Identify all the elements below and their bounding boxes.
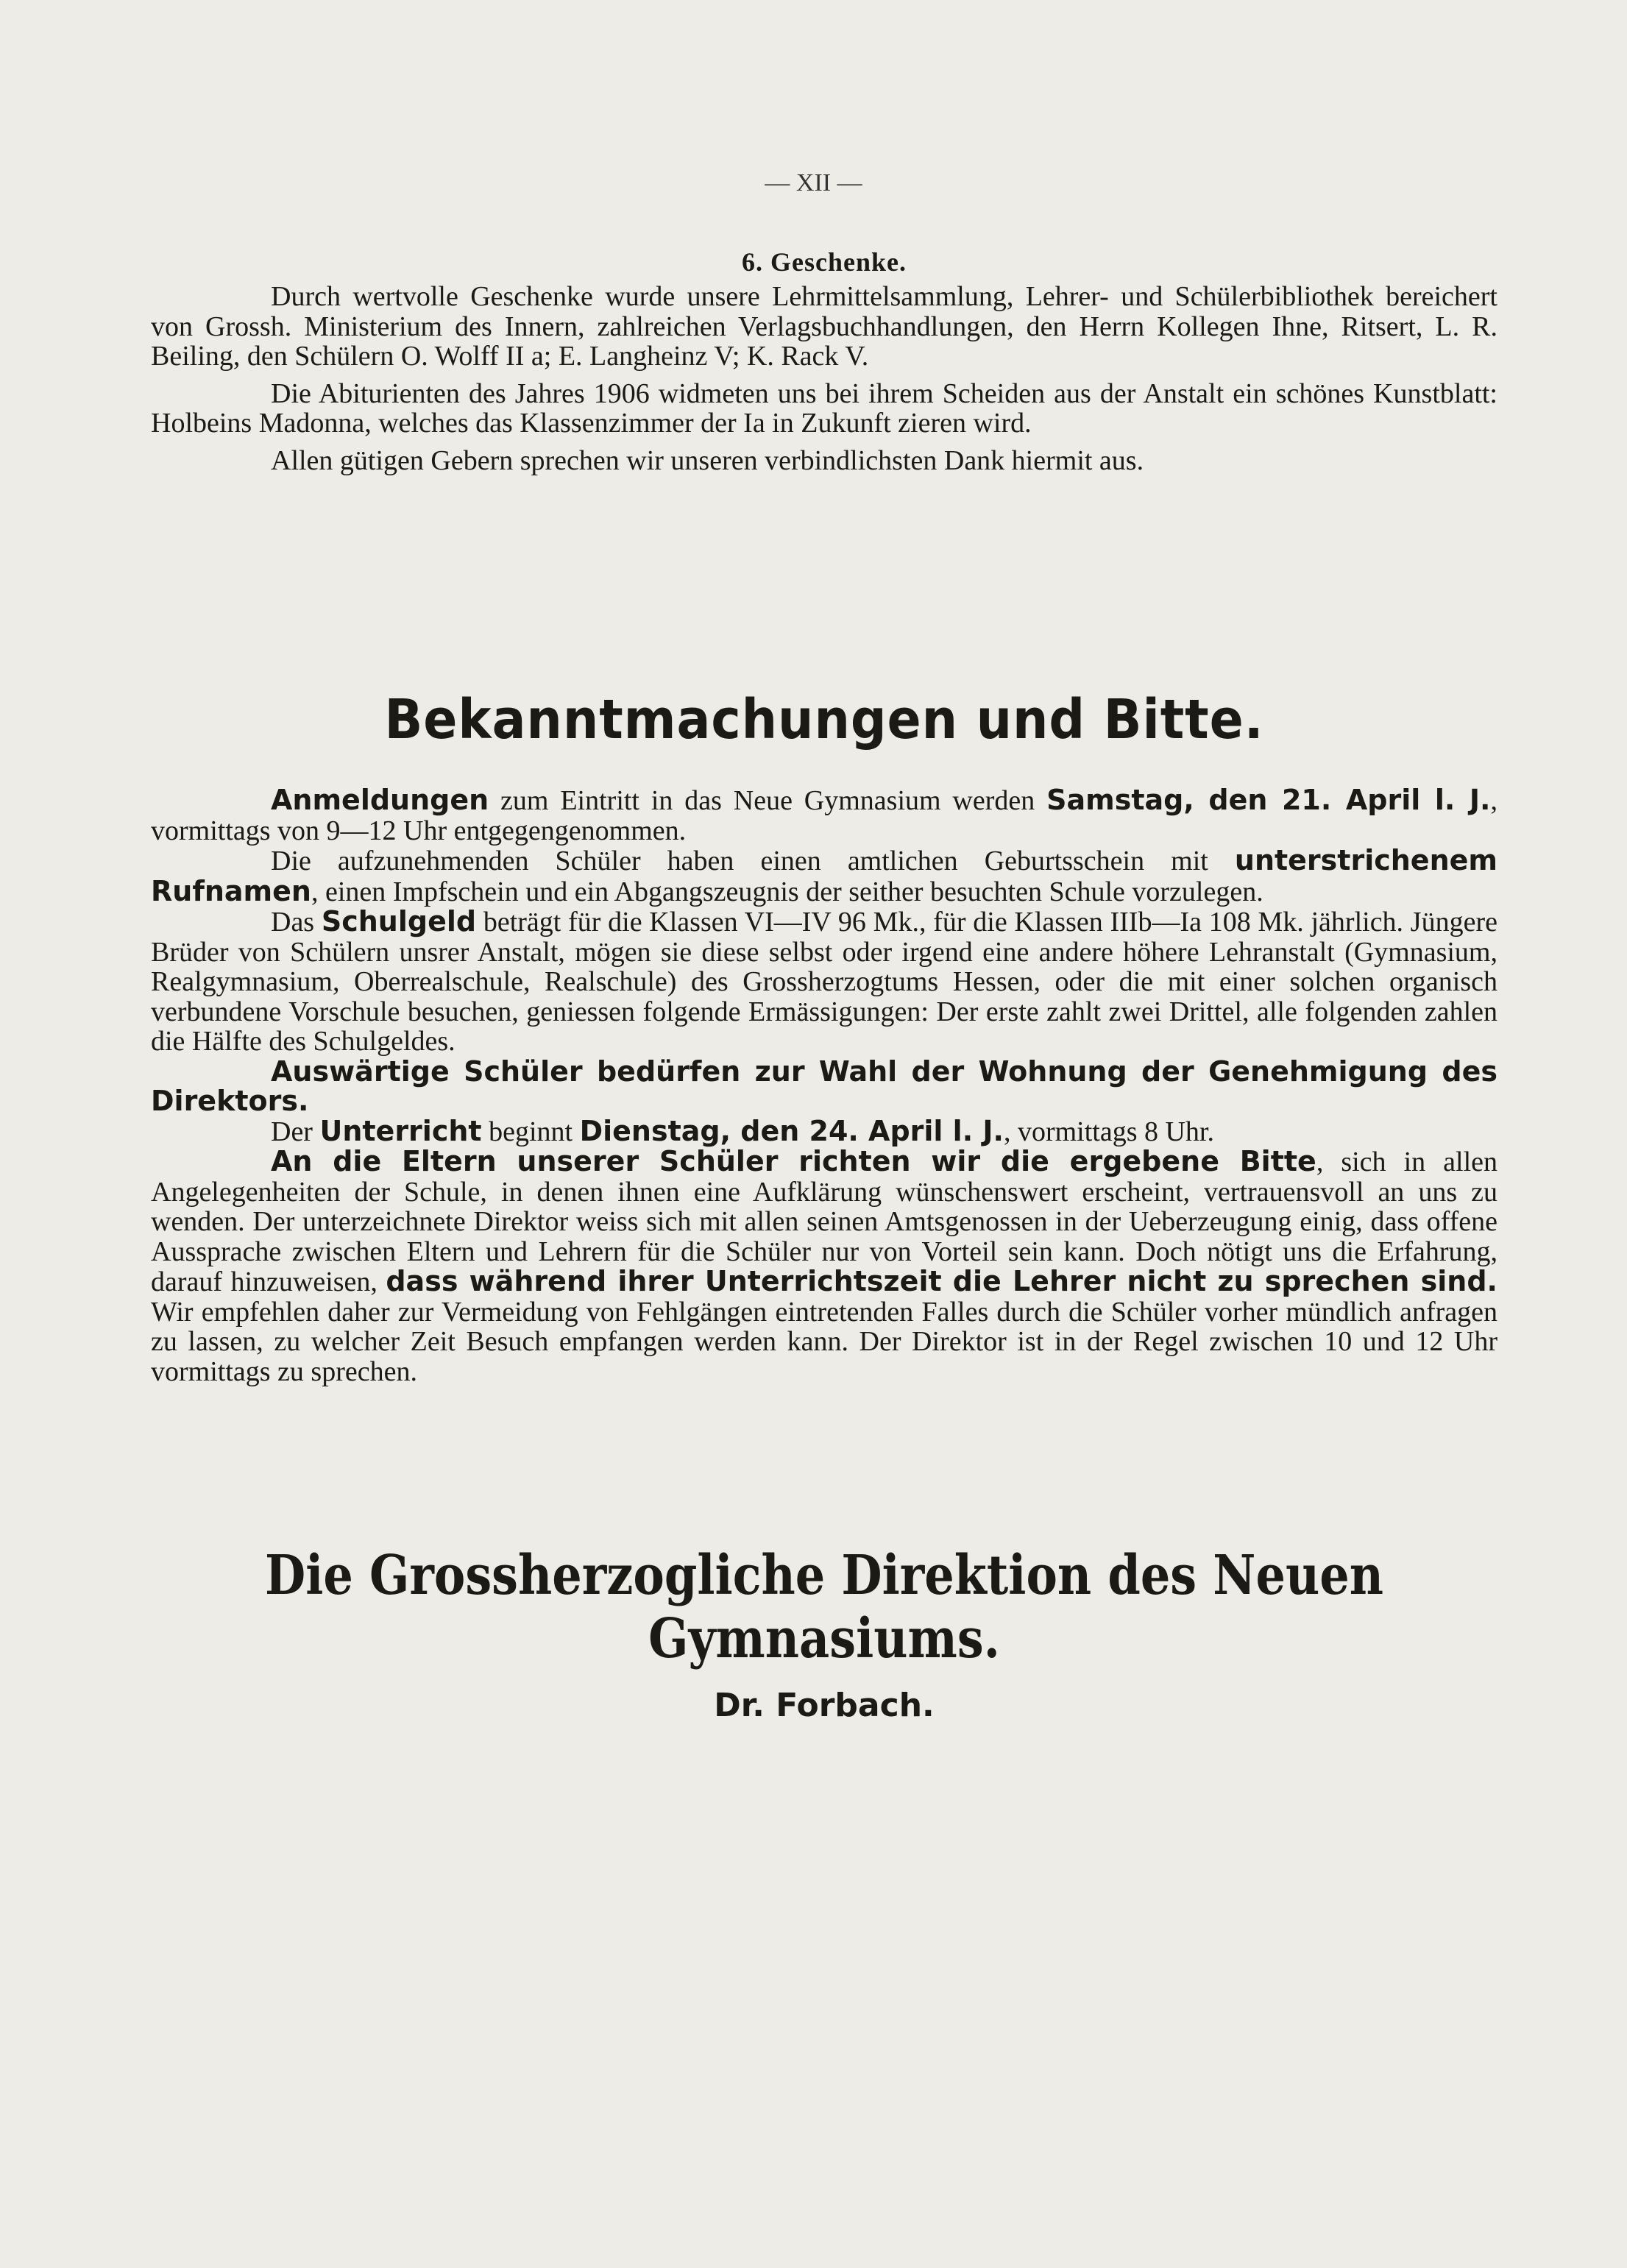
emphasis-schulgeld: Schulgeld <box>321 905 477 938</box>
text-anmeldungen-tail: , vormittags von 9—12 Uhr entgegengenommen. <box>151 785 1497 846</box>
paragraph-geschenke-3: Allen gütigen Gebern sprechen wir unseren verbindlichsten Dank hiermit aus. <box>271 444 1144 476</box>
text-bitte-a: , sich in allen Angelegenheiten der Schule, in denen ihnen eine Aufklärung wünschenswert erscheint, vertrauensvoll an uns zu wenden. Der unterzeichnete Direktor weiss sich mit allen seinen Amtsgenossen in der Ueberzeugung einig, dass offene Aussprache zwischen Eltern und Lehrern für die Schüler nur von Vorteil sein kann. Doch nötigt uns die Erfahrung, darauf hinzuweisen, <box>151 1147 1497 1297</box>
text-schulgeld-a: Das <box>271 907 322 938</box>
text-bitte-b: Wir empfehlen daher zur Vermeidung von Fehlgängen eintretenden Falles durch die Schüler vorher mündlich anfragen zu lassen, zu welcher Zeit Besuch empfangen werden kann. Der Direktor ist in der Regel zwischen 10 und 12 Uhr vormittags zu sprechen. <box>151 1296 1497 1387</box>
text-unterlagen-a: Die aufzunehmenden Schüler haben einen amtlichen Geburtsschein mit <box>271 846 1235 876</box>
paragraph-unterlagen <box>151 846 1497 907</box>
signature-block <box>151 1544 1497 1724</box>
text-unterricht-a: Der <box>271 1116 320 1147</box>
emphasis-sprechzeit: dass während ihrer Unterrichtszeit die Lehrer nicht zu sprechen sind. <box>386 1265 1497 1297</box>
paragraph-geschenke-1: Durch wertvolle Geschenke wurde unsere Lehrmittelsammlung, Lehrer- und Schülerbibliothek bereichert von Grossh. Ministerium des Innern, zahlreichen Verlagsbuchhandlungen, den Herrn Kollegen Ihne, Ritsert, L. R. Beiling, den Schülern O. Wolff II a; E. Langheinz V; K. Rack V. <box>151 281 1497 372</box>
text-anmeldungen-mid: zum Eintritt in das Neue Gymnasium werden <box>489 785 1047 816</box>
paragraph-anmeldungen <box>151 785 1497 846</box>
emphasis-bitte: An die Eltern unserer Schüler richten wir die ergebene Bitte <box>271 1145 1316 1177</box>
signature-name: Dr. Forbach. <box>714 1687 935 1724</box>
text-schulgeld-b: beträgt für die Klassen VI—IV 96 Mk., für die Klassen IIIb—Ia 108 Mk. jährlich. Jüngere Brüder von Schülern unsrer Anstalt, mögen sie diese selbst oder irgend eine andere höhere Lehranstalt (Gymnasium, Realgymnasium, Oberrealschule, Realschule) des Grossherzogtums Hessen, oder die mit einer solchen organisch verbundene Vorschule besuchen, geniessen folgende Ermässigungen: Der erste zahlt zwei Drittel, alle folgenden zahlen die Hälfte des Schulgeldes. <box>151 907 1497 1057</box>
section-bekanntmachungen <box>151 688 1497 1386</box>
emphasis-unterricht: Unterricht <box>319 1114 482 1147</box>
emphasis-rufnamen: unterstrichenem Rufnamen <box>151 844 1497 907</box>
section-heading-geschenke: 6. Geschenke. <box>742 247 907 277</box>
page-number: — XII — <box>765 169 862 196</box>
paragraph-geschenke-2: Die Abiturienten des Jahres 1906 widmeten uns bei ihrem Scheiden aus der Anstalt ein schönes Kunstblatt: Holbeins Madonna, welches das Klassenzimmer der Ia in Zukunft zieren wird. <box>151 378 1497 439</box>
signature-direktion: Die Grossherzogliche Direktion des Neuen Gymnasiums. <box>265 1544 1383 1670</box>
text-unterricht-b: beginnt <box>481 1116 580 1147</box>
paragraph-bitte <box>151 1147 1497 1386</box>
paragraph-auswaertige: Auswärtige Schüler bedürfen zur Wahl der Wohnung der Genehmigung des Direktors. <box>151 1055 1497 1117</box>
section-geschenke <box>151 247 1497 483</box>
text-unterlagen-b: , einen Impfschein und ein Abgangszeugnis der seither besuchten Schule vorzulegen. <box>311 876 1263 907</box>
emphasis-anmeldungen: Anmeldungen <box>271 784 489 816</box>
paragraph-schulgeld <box>151 907 1497 1057</box>
text-unterricht-c: , vormittags 8 Uhr. <box>1003 1116 1214 1147</box>
section-heading-bekanntmachungen: Bekanntmachungen und Bitte. <box>384 688 1264 751</box>
emphasis-anmeldung-date: Samstag, den 21. April l. J. <box>1046 784 1491 816</box>
paragraph-unterricht <box>151 1116 1497 1147</box>
emphasis-unterricht-date: Dienstag, den 24. April l. J. <box>579 1114 1004 1147</box>
